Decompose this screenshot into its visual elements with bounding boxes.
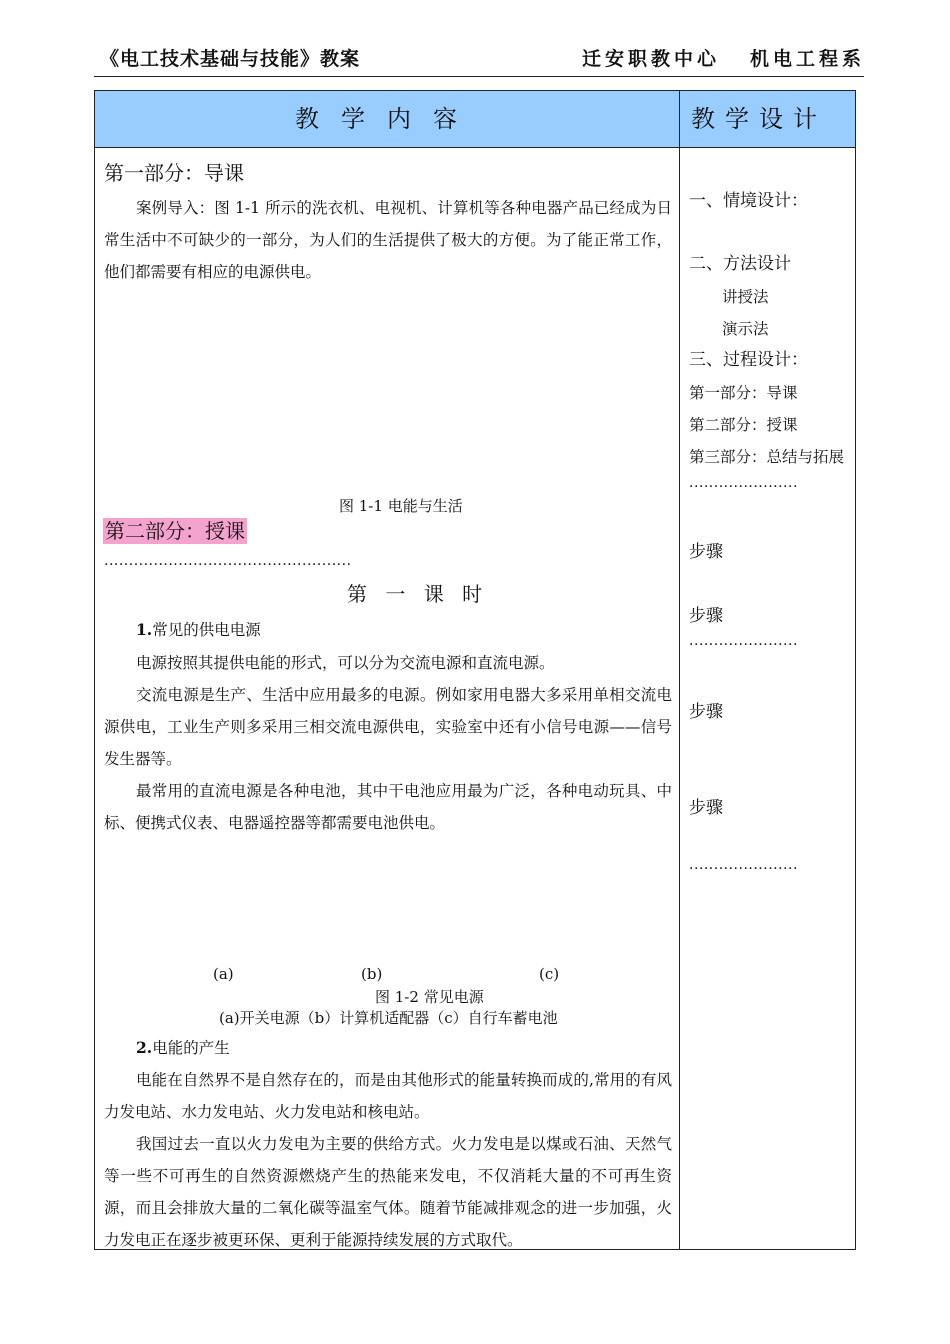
section1-para2: 交流电源是生产、生活中应用最多的电源。例如家用电器大多采用单相交流电源供电，工业生产则多采用三相交流电源供电，实验室中还有小信号电源——信号发生器等。 xyxy=(104,686,672,768)
step-label-4: 步骤 xyxy=(689,798,723,818)
header-rule xyxy=(94,76,864,77)
section2-para2: 我国过去一直以火力发电为主要的供给方式。火力发电是以煤或石油、天然气等一些不可再生的自然资源燃烧产生的热能来发电，不仅消耗大量的不可再生资源，而且会排放大量的二氧化碳等温室气体。随着节能减排观念的进一步加强，火力发电正在逐步被更环保、更利于能源持续发展的方式取代。 xyxy=(104,1135,672,1249)
header-department: 机电工程系 xyxy=(750,48,866,70)
design-dots-1: ...................... xyxy=(689,475,798,491)
section1-number: 1. xyxy=(136,620,153,639)
figure-1-2-label-b: (b) xyxy=(361,965,383,983)
design-dots-2: ...................... xyxy=(689,633,798,649)
figure-1-2-label-c: (c) xyxy=(539,965,560,983)
column-divider xyxy=(679,91,680,1249)
part2-title-text: 第二部分：授课 xyxy=(105,519,245,543)
part1-title: 第一部分：导课 xyxy=(104,161,244,185)
process-part3: 第三部分：总结与拓展 xyxy=(689,448,845,466)
table-header-row xyxy=(95,91,855,148)
header-left-title: 《电工技术基础与技能》教案 xyxy=(100,48,361,70)
figure-1-2-subcaption: (a)开关电源（b）计算机适配器（c）自行车蓄电池 xyxy=(219,1009,558,1027)
section2-number: 2. xyxy=(136,1038,153,1057)
design-process: 三、过程设计： xyxy=(689,350,808,370)
part1-paragraph: 案例导入：图 1-1 所示的洗衣机、电视机、计算机等各种电器产品已经成为日常生活中不可缺少的一部分，为人们的生活提供了极大的方便。为了能正常工作，他们都需要有相应的电源供电。 xyxy=(104,199,672,281)
section2-title: 电能的产生 xyxy=(152,1039,230,1057)
section1-title: 常见的供电电源 xyxy=(152,621,261,639)
figure-1-2-caption: 图 1-2 常见电源 xyxy=(375,988,484,1006)
lesson-period-title: 第 一 课 时 xyxy=(347,582,489,606)
step-label-2: 步骤 xyxy=(689,606,723,626)
design-method: 二、方法设计 xyxy=(689,254,791,274)
header-school: 迁安职教中心 xyxy=(582,48,721,70)
lesson-table xyxy=(94,90,856,1250)
process-part2: 第二部分：授课 xyxy=(689,416,798,434)
section2-heading xyxy=(136,1036,230,1058)
header-right xyxy=(582,44,865,71)
section1-para1: 电源按照其提供电能的形式，可以分为交流电源和直流电源。 xyxy=(136,654,555,672)
step-label-1: 步骤 xyxy=(689,542,723,562)
design-situation: 一、情境设计： xyxy=(689,191,808,211)
step-label-3: 步骤 xyxy=(689,702,723,722)
part2-title xyxy=(103,515,247,544)
figure-1-2-label-a: (a) xyxy=(213,965,234,983)
method-demo: 演示法 xyxy=(722,320,769,338)
section2-para1: 电能在自然界不是自然存在的，而是由其他形式的能量转换而成的,常用的有风力发电站、水力发电站、火力发电站和核电站。 xyxy=(104,1071,672,1121)
section1-heading xyxy=(136,618,261,640)
column-title-content: 教学内容 xyxy=(295,105,479,133)
part2-dots: .................................................. xyxy=(104,553,352,569)
method-lecture: 讲授法 xyxy=(722,288,769,306)
design-dots-3: ...................... xyxy=(689,857,798,873)
section1-para3: 最常用的直流电源是各种电池，其中干电池应用最为广泛，各种电动玩具、中标、便携式仪表、电器遥控器等都需要电池供电。 xyxy=(104,782,672,832)
column-title-design: 教学设计 xyxy=(691,105,827,133)
process-part1: 第一部分：导课 xyxy=(689,384,798,402)
figure-1-1-caption: 图 1-1 电能与生活 xyxy=(339,497,463,515)
